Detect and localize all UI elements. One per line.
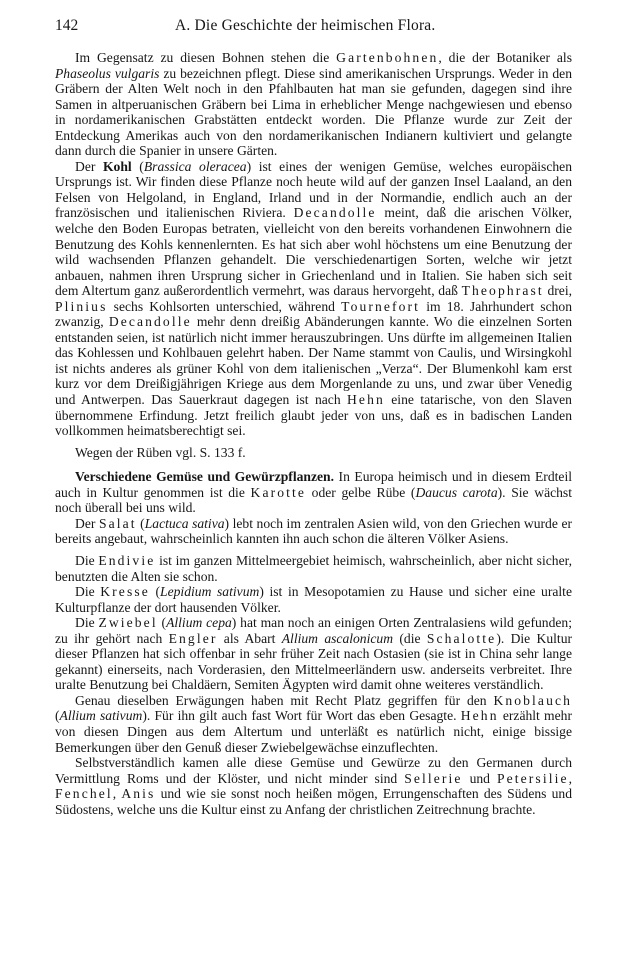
text-run: Genau dieselben Erwägungen haben mit Recht Platz gegriffen für den	[75, 692, 494, 708]
text-run: ) ist eines der wenigen Gemüse, welches europäischen Ursprungs ist. Wir finden diese Pflanze noch heute wild auf der ganzen Insel Laaland, an den Felsen von Helgoland, in England, Irland und in der Normandie, endlich auch an der französischen und italienischen Riviera.	[55, 158, 572, 221]
spaced-name: Sellerie	[404, 770, 463, 786]
text-run: zu bezeichnen pflegt. Diese sind amerikanischen Ursprungs. Weder in den Gräbern der Alten Welt noch in den Pfahlbauten hat man sie gefunden, dagegen sind ihre Samen in altperuanischen Gräbern bei Lima in erheblicher Menge nachgewiesen und ebenso in nordamerikanischen Grabstätten entdeckt worden. Die Pflanze wurde zur Zeit der Entdeckung Amerikas auch von den nordamerikanischen Indianern kultiviert und gelangte dann durch die Spanier in unsere Gärten.	[55, 65, 572, 159]
text-run: mehr denn dreißig Abänderungen kannte. Wo die einzelnen Sorten entstanden seien, ist natürlich nicht immer herauszubringen. Uns dürfte im allgemeinen Italien das Kohlessen und Kohlbauen gelehrt haben. Der Name stammt von Caulis, und Wirsingkohl ist nichts anderes als grüner Kohl von dem italienischen „Verza“. Der Blumenkohl kam erst kurz vor dem Dreißigjährigen Kriege aus dem Morgenlande zu uns, und zwar über Venedig und Antwerpen. Das Sauerkraut dagegen ist nach	[55, 314, 572, 408]
spaced-name: Hehn	[347, 392, 385, 408]
text-run: Im Gegensatz zu diesen Bohnen stehen die	[75, 50, 337, 65]
spaced-name: Decandolle	[108, 314, 192, 330]
text-run: Die	[75, 615, 99, 631]
text-run: Der	[75, 158, 103, 174]
paragraph-vegetables-and-spices	[55, 469, 572, 516]
text-run: ) ist in Mesopotamien zu Hause und sicher eine uralte Kulturpflanze der dort hausenden Völker.	[55, 584, 572, 615]
text-run: als Abart	[217, 630, 282, 646]
text-run: (die	[393, 630, 427, 646]
text-run: (	[149, 584, 161, 600]
text-run: ) lebt noch im zentralen Asien wild, von den Griechen wurde er bereits angebaut, wahrscheinlich kannten ihn auch schon die älteren Völker Asiens.	[55, 515, 572, 547]
text-run: In Europa heimisch und in diesem Erdteil auch in Kultur genommen ist die	[55, 469, 572, 500]
text-run: ). Die Kultur dieser Pflanzen hat sich offenbar in sehr früher Zeit nach Ostasien (sie ist in China sehr lange gekannt) einerseits, nach Vorderasien, den Mittelmeerländern usw. anderseits verbreitet. Ihre uralte Benutzung bei Chaldäern, Semiten Ägypten wird damit ohne weiteres verständlich.	[55, 630, 573, 693]
text-run: Die	[75, 552, 99, 568]
text-run: ist im ganzen Mittelmeergebiet heimisch, wahrscheinlich, aber nicht sicher, benutzten die Alten sie schon.	[55, 552, 572, 584]
text-run: ). Für ihn gilt auch fast Wort für Wort das eben Gesagte.	[142, 708, 461, 724]
latin-name: Brassica oleracea	[143, 158, 247, 174]
latin-name: Lepidium sativum	[160, 584, 260, 600]
latin-name: Allium ascalonicum	[281, 630, 394, 646]
text-run: , die der Botaniker als	[438, 50, 572, 65]
latin-name: Allium cepa	[166, 615, 232, 631]
text-run: erzählt mehr von diesen Dingen aus dem Altertum und unterläßt es natürlich nicht, einige bissige Bemerkungen über den Genuß dieser Zwiebelgewächse einzuflechten.	[55, 708, 572, 755]
text-run: sechs Kohlsorten unterschied, während	[107, 298, 342, 314]
page-header	[55, 16, 572, 36]
text-run: und	[462, 770, 497, 786]
latin-name: Phaseolus vulgaris	[55, 65, 160, 81]
text-run: (	[157, 615, 167, 631]
spaced-name: Tournefort	[341, 298, 421, 314]
paragraph-garlic	[55, 693, 572, 755]
spaced-name: Petersilie	[497, 770, 569, 786]
spaced-name: Fenchel	[55, 786, 113, 802]
text-run: Wegen der Rüben vgl. S. 133 f.	[75, 444, 246, 460]
text-run: Der	[75, 515, 99, 531]
text-run: eine tatarische, von den Slaven übernommene Erfindung. Jetzt freilich glaubt jeder von uns, daß es in badischen Landen vollkommen heimatsberechtigt sei.	[55, 392, 572, 439]
text-run: oder gelbe Rübe (	[306, 484, 416, 500]
text-run: meint, daß die arischen Völker, welche den Boden Europas betraten, vielleicht von den bereits vorhandenen Einwohnern die Benutzung des Kohls kennenlernten. Es hat sich aber wohl höchstens um eine Benutzung der wild wachsenden Pflanzen gehandelt. Die verschiedenartigen Sorten, welche wir jetzt anbauen, nahmen ihren Ursprung sicher in Griechenland und in Italien. Sie haben sich seit dem Altertum ganz außerordentlich vermehrt, was daraus hervorgeht, daß	[55, 205, 572, 299]
text-run: und wie sie sonst noch heißen mögen, Errungenschaften des Südens und Südostens, welche uns die Kultur einst zu Anfang der christlichen Zeitrechnung brachte.	[55, 786, 573, 817]
paragraph-cress	[55, 584, 572, 615]
spaced-name: Endivie	[98, 552, 156, 568]
bold-term: Kohl	[102, 158, 132, 174]
text-run: Selbstverständlich kamen alle diese Gemüse und Gewürze zu den Germanen durch Vermittlung Roms und der Klöster, und nicht minder sind	[55, 755, 572, 786]
spaced-name: Decandolle	[293, 205, 377, 221]
text-run: drei,	[543, 283, 572, 299]
paragraph-lettuce	[55, 516, 572, 547]
page-body	[55, 50, 572, 817]
spaced-name: Schalotte	[426, 630, 497, 646]
spaced-name: Zwiebel	[98, 615, 158, 631]
text-run: im 18. Jahrhundert schon zwanzig,	[55, 298, 572, 330]
latin-name: Daucus carota	[415, 484, 498, 500]
page-number: 142	[55, 17, 79, 34]
paragraph-turnips-reference	[55, 445, 572, 461]
text-run: ). Sie wächst noch überall bei uns wild.	[55, 484, 572, 516]
spaced-name: Knoblauch	[493, 692, 572, 708]
text-run: (	[136, 515, 145, 531]
text-run: ) hat man noch an einigen Orten Zentralasiens wild gefunden; zu ihr gehört nach	[55, 615, 572, 646]
text-run: ,	[112, 786, 122, 802]
spaced-name: Theophrast	[461, 283, 544, 299]
spaced-name: Plinius	[55, 298, 108, 314]
text-run: Die	[75, 584, 101, 600]
running-title: A. Die Geschichte der heimischen Flora.	[175, 17, 436, 34]
paragraph-cabbage	[55, 159, 572, 439]
spaced-name: Anis	[121, 786, 156, 802]
spaced-name: Engler	[168, 630, 218, 646]
text-run: (	[131, 158, 144, 174]
paragraph-herbs-origin	[55, 755, 572, 817]
spaced-name: Salat	[98, 515, 137, 531]
bold-term: Verschiedene Gemüse und Gewürzpflanzen.	[75, 469, 334, 485]
spaced-name: Hehn	[460, 708, 499, 724]
paragraph-endive	[55, 553, 572, 584]
spaced-name: Gartenbohnen	[336, 50, 439, 65]
spaced-name: Kresse	[100, 584, 150, 600]
text-run: (	[55, 708, 60, 724]
spaced-name: Karotte	[250, 484, 306, 500]
text-run: ,	[568, 770, 572, 786]
latin-name: Lactuca sativa	[144, 515, 225, 531]
latin-name: Allium sativum	[59, 708, 143, 724]
paragraph-onion	[55, 615, 572, 693]
paragraph-garden-beans	[55, 50, 572, 159]
